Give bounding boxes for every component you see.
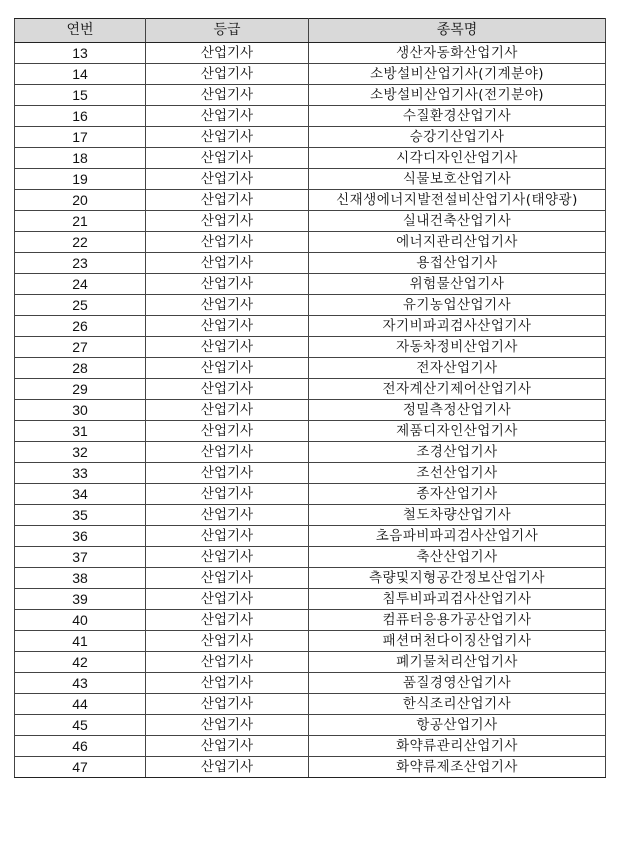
cell-item-name: 실내건축산업기사	[309, 211, 606, 232]
cell-grade: 산업기사	[146, 43, 309, 64]
cell-serial-number: 23	[15, 253, 146, 274]
cell-serial-number: 46	[15, 736, 146, 757]
cell-serial-number: 32	[15, 442, 146, 463]
table-row	[15, 715, 606, 736]
cell-grade: 산업기사	[146, 358, 309, 379]
table-row	[15, 757, 606, 778]
cell-grade: 산업기사	[146, 610, 309, 631]
cell-grade: 산업기사	[146, 337, 309, 358]
cell-grade: 산업기사	[146, 736, 309, 757]
cell-grade: 산업기사	[146, 148, 309, 169]
table-row	[15, 211, 606, 232]
table-row	[15, 589, 606, 610]
header-serial-number: 연번	[15, 19, 146, 43]
table-row	[15, 316, 606, 337]
cell-serial-number: 44	[15, 694, 146, 715]
cell-item-name: 축산산업기사	[309, 547, 606, 568]
cell-item-name: 조경산업기사	[309, 442, 606, 463]
cell-grade: 산업기사	[146, 505, 309, 526]
cell-grade: 산업기사	[146, 463, 309, 484]
cell-serial-number: 43	[15, 673, 146, 694]
cell-serial-number: 18	[15, 148, 146, 169]
cell-item-name: 항공산업기사	[309, 715, 606, 736]
cell-grade: 산업기사	[146, 379, 309, 400]
cell-grade: 산업기사	[146, 85, 309, 106]
cell-grade: 산업기사	[146, 568, 309, 589]
table-row	[15, 673, 606, 694]
cell-serial-number: 35	[15, 505, 146, 526]
cell-serial-number: 19	[15, 169, 146, 190]
cell-item-name: 전자산업기사	[309, 358, 606, 379]
cell-item-name: 위험물산업기사	[309, 274, 606, 295]
table-row	[15, 379, 606, 400]
table-row	[15, 190, 606, 211]
table-row	[15, 484, 606, 505]
table-row	[15, 337, 606, 358]
cell-item-name: 제품디자인산업기사	[309, 421, 606, 442]
cell-grade: 산업기사	[146, 274, 309, 295]
cell-item-name: 측량및지형공간정보산업기사	[309, 568, 606, 589]
header-grade: 등급	[146, 19, 309, 43]
cell-serial-number: 40	[15, 610, 146, 631]
cell-item-name: 에너지관리산업기사	[309, 232, 606, 253]
table-header-row	[15, 19, 606, 43]
cell-item-name: 종자산업기사	[309, 484, 606, 505]
cell-item-name: 초음파비파괴검사산업기사	[309, 526, 606, 547]
cell-grade: 산업기사	[146, 253, 309, 274]
cell-serial-number: 14	[15, 64, 146, 85]
cell-grade: 산업기사	[146, 316, 309, 337]
cell-item-name: 정밀측정산업기사	[309, 400, 606, 421]
cell-grade: 산업기사	[146, 127, 309, 148]
cell-serial-number: 24	[15, 274, 146, 295]
cell-grade: 산업기사	[146, 526, 309, 547]
cell-serial-number: 47	[15, 757, 146, 778]
table-row	[15, 148, 606, 169]
cell-item-name: 용접산업기사	[309, 253, 606, 274]
cell-grade: 산업기사	[146, 169, 309, 190]
cell-item-name: 자기비파괴검사산업기사	[309, 316, 606, 337]
table-row	[15, 295, 606, 316]
cell-grade: 산업기사	[146, 232, 309, 253]
cell-serial-number: 30	[15, 400, 146, 421]
cell-item-name: 침투비파괴검사산업기사	[309, 589, 606, 610]
cell-serial-number: 13	[15, 43, 146, 64]
table-row	[15, 463, 606, 484]
cell-item-name: 폐기물처리산업기사	[309, 652, 606, 673]
qualification-table-container	[14, 18, 605, 778]
cell-serial-number: 22	[15, 232, 146, 253]
cell-item-name: 식물보호산업기사	[309, 169, 606, 190]
cell-serial-number: 41	[15, 631, 146, 652]
cell-grade: 산업기사	[146, 295, 309, 316]
cell-grade: 산업기사	[146, 211, 309, 232]
table-row	[15, 736, 606, 757]
cell-item-name: 유기농업산업기사	[309, 295, 606, 316]
cell-item-name: 수질환경산업기사	[309, 106, 606, 127]
cell-grade: 산업기사	[146, 400, 309, 421]
cell-item-name: 화약류관리산업기사	[309, 736, 606, 757]
cell-serial-number: 42	[15, 652, 146, 673]
cell-item-name: 자동차정비산업기사	[309, 337, 606, 358]
table-row	[15, 505, 606, 526]
cell-serial-number: 29	[15, 379, 146, 400]
qualification-table	[14, 18, 606, 778]
cell-item-name: 전자계산기제어산업기사	[309, 379, 606, 400]
cell-item-name: 품질경영산업기사	[309, 673, 606, 694]
table-row	[15, 127, 606, 148]
cell-serial-number: 36	[15, 526, 146, 547]
table-row	[15, 274, 606, 295]
header-item-name: 종목명	[309, 19, 606, 43]
cell-grade: 산업기사	[146, 631, 309, 652]
cell-grade: 산업기사	[146, 106, 309, 127]
cell-serial-number: 34	[15, 484, 146, 505]
table-row	[15, 400, 606, 421]
cell-grade: 산업기사	[146, 757, 309, 778]
table-row	[15, 358, 606, 379]
table-row	[15, 232, 606, 253]
cell-item-name: 소방설비산업기사(전기분야)	[309, 85, 606, 106]
cell-item-name: 철도차량산업기사	[309, 505, 606, 526]
cell-item-name: 소방설비산업기사(기계분야)	[309, 64, 606, 85]
cell-item-name: 컴퓨터응용가공산업기사	[309, 610, 606, 631]
cell-grade: 산업기사	[146, 484, 309, 505]
cell-serial-number: 28	[15, 358, 146, 379]
cell-grade: 산업기사	[146, 589, 309, 610]
cell-serial-number: 20	[15, 190, 146, 211]
table-row	[15, 43, 606, 64]
table-row	[15, 631, 606, 652]
cell-serial-number: 37	[15, 547, 146, 568]
cell-item-name: 신재생에너지발전설비산업기사(태양광)	[309, 190, 606, 211]
cell-serial-number: 25	[15, 295, 146, 316]
table-row	[15, 610, 606, 631]
cell-grade: 산업기사	[146, 547, 309, 568]
cell-item-name: 화약류제조산업기사	[309, 757, 606, 778]
table-row	[15, 253, 606, 274]
cell-serial-number: 33	[15, 463, 146, 484]
cell-item-name: 패션머천다이징산업기사	[309, 631, 606, 652]
cell-serial-number: 27	[15, 337, 146, 358]
cell-serial-number: 21	[15, 211, 146, 232]
table-row	[15, 547, 606, 568]
cell-item-name: 생산자동화산업기사	[309, 43, 606, 64]
cell-serial-number: 15	[15, 85, 146, 106]
cell-serial-number: 16	[15, 106, 146, 127]
cell-item-name: 시각디자인산업기사	[309, 148, 606, 169]
cell-grade: 산업기사	[146, 64, 309, 85]
table-row	[15, 421, 606, 442]
cell-grade: 산업기사	[146, 715, 309, 736]
table-row	[15, 64, 606, 85]
table-row	[15, 694, 606, 715]
cell-grade: 산업기사	[146, 694, 309, 715]
cell-grade: 산업기사	[146, 442, 309, 463]
cell-serial-number: 31	[15, 421, 146, 442]
cell-item-name: 조선산업기사	[309, 463, 606, 484]
table-row	[15, 442, 606, 463]
cell-serial-number: 39	[15, 589, 146, 610]
cell-item-name: 한식조리산업기사	[309, 694, 606, 715]
cell-item-name: 승강기산업기사	[309, 127, 606, 148]
table-row	[15, 526, 606, 547]
cell-serial-number: 45	[15, 715, 146, 736]
cell-serial-number: 26	[15, 316, 146, 337]
table-row	[15, 85, 606, 106]
table-row	[15, 169, 606, 190]
table-row	[15, 652, 606, 673]
cell-serial-number: 17	[15, 127, 146, 148]
cell-grade: 산업기사	[146, 421, 309, 442]
cell-serial-number: 38	[15, 568, 146, 589]
table-row	[15, 568, 606, 589]
cell-grade: 산업기사	[146, 190, 309, 211]
table-row	[15, 106, 606, 127]
cell-grade: 산업기사	[146, 652, 309, 673]
cell-grade: 산업기사	[146, 673, 309, 694]
